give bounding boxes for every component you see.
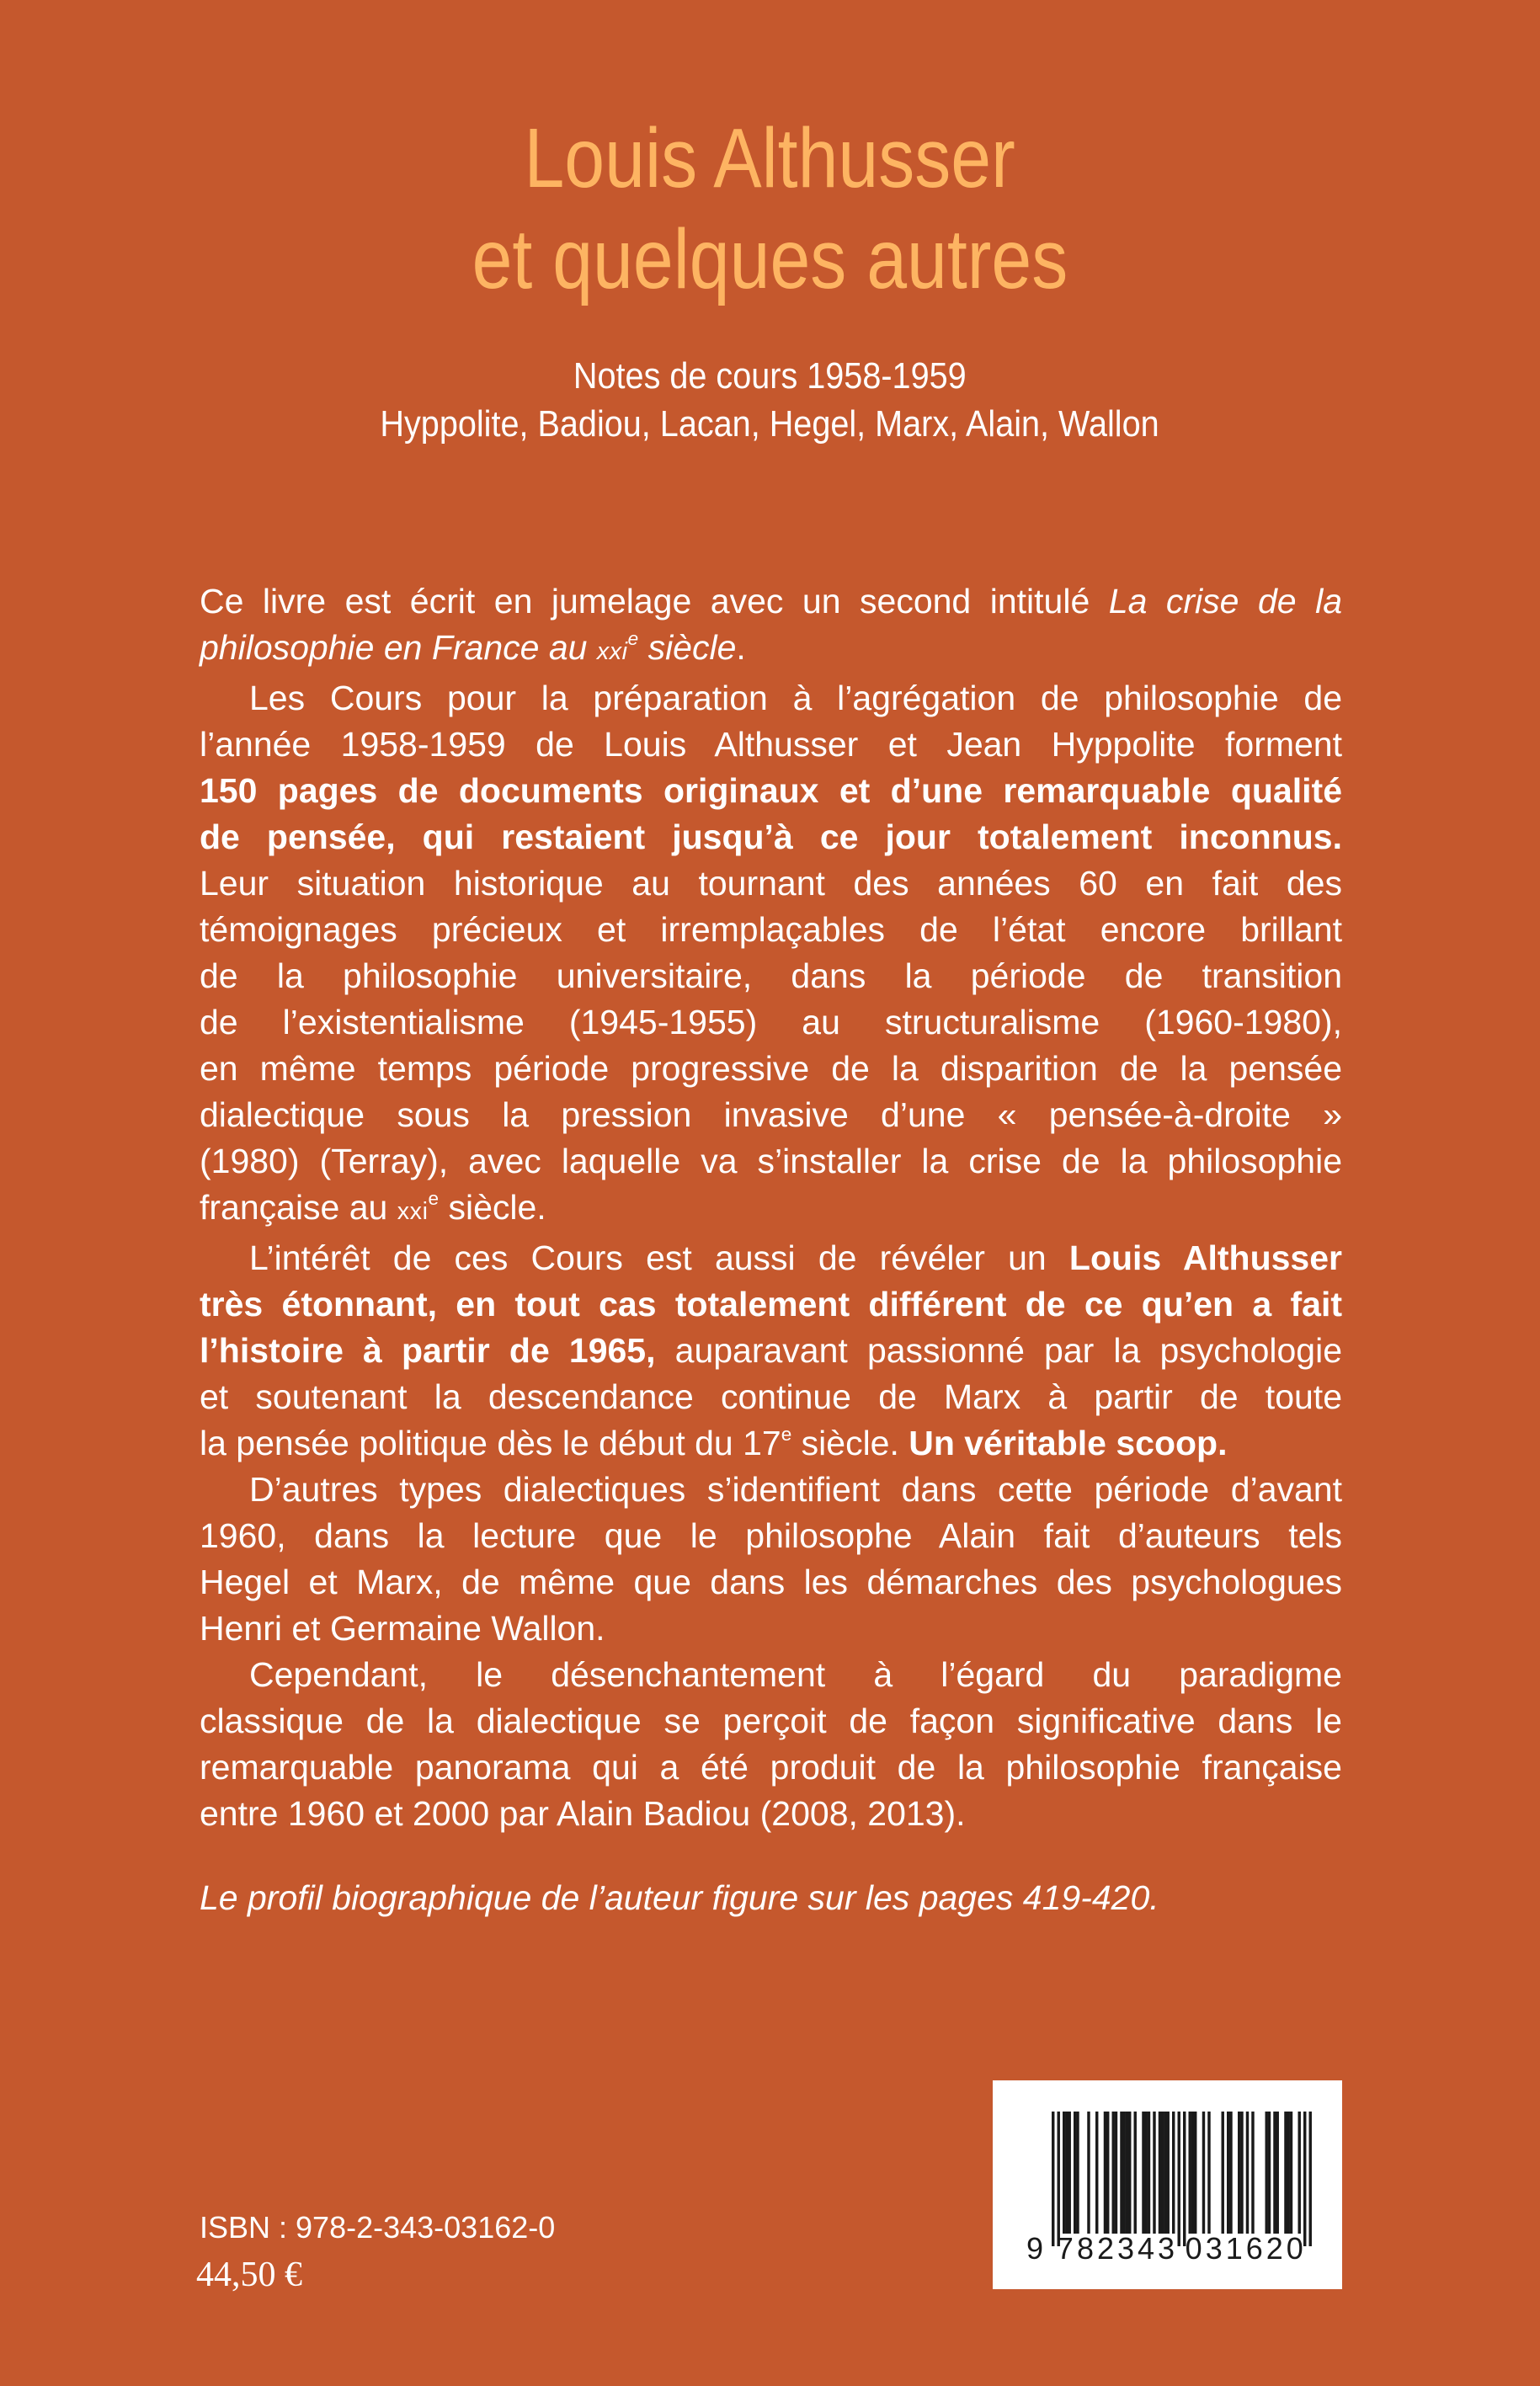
paragraph <box>200 675 1342 1235</box>
svg-text:782343: 782343 <box>1056 2231 1179 2266</box>
book-subtitle <box>0 352 1540 448</box>
title-line-2: et quelques autres <box>472 212 1068 306</box>
text-line: très étonnant, en tout cas totalement différent de ce qu’en a fait <box>200 1285 1342 1323</box>
subtitle-line-2: Hyppolite, Badiou, Lacan, Hegel, Marx, Alain, Wallon <box>380 403 1160 445</box>
text-line: Ce livre est écrit en jumelage avec un second intitulé La crise de la <box>200 582 1342 620</box>
bio-note: Le profil biographique de l’auteur figure sur les pages 419-420. <box>200 1878 1159 1917</box>
svg-text:9: 9 <box>1026 2231 1047 2266</box>
text-line: en même temps période progressive de la disparition de la pensée <box>200 1049 1342 1088</box>
text-line: la pensée politique dès le début du 17e siècle. Un véritable scoop. <box>200 1424 1228 1462</box>
text-line: 1960, dans la lecture que le philosophe Alain fait d’auteurs tels <box>200 1516 1342 1555</box>
text-line: dialectique sous la pression invasive d’une « pensée-à-droite » <box>200 1095 1342 1134</box>
paragraph <box>200 578 1342 675</box>
text-line: entre 1960 et 2000 par Alain Badiou (2008, 2013). <box>200 1794 966 1833</box>
text-line: Leur situation historique au tournant des années 60 en fait des <box>200 864 1342 903</box>
text-line: L’intérêt de ces Cours est aussi de révéler un Louis Althusser <box>249 1238 1342 1277</box>
text-line: remarquable panorama qui a été produit de la philosophie française <box>200 1748 1342 1787</box>
text-line: l’année 1958-1959 de Louis Althusser et Jean Hyppolite forment <box>200 725 1342 764</box>
paragraph <box>200 1467 1342 1652</box>
text-line: de l’existentialisme (1945-1955) au structuralisme (1960-1980), <box>200 1003 1342 1041</box>
paragraph <box>200 1652 1342 1837</box>
paragraph <box>200 1235 1342 1467</box>
text-line: Cependant, le désenchantement à l’égard du paradigme <box>249 1655 1342 1694</box>
text-line: de pensée, qui restaient jusqu’à ce jour totalement inconnus. <box>200 818 1342 856</box>
isbn-label: ISBN : 978-2-343-03162-0 <box>200 2210 556 2245</box>
text-line: et soutenant la descendance continue de Marx à partir de toute <box>200 1377 1342 1416</box>
blurb-text <box>200 578 1342 1837</box>
text-line: D’autres types dialectiques s’identifient dans cette période d’avant <box>249 1470 1342 1509</box>
book-title <box>0 108 1540 310</box>
text-line: Henri et Germaine Wallon. <box>200 1609 605 1648</box>
text-line: (1980) (Terray), avec laquelle va s’installer la crise de la philosophie <box>200 1142 1342 1180</box>
price-label: 44,50 € <box>196 2256 302 2294</box>
text-line: 150 pages de documents originaux et d’une remarquable qualité <box>200 771 1342 810</box>
text-line: témoignages précieux et irremplaçables de l’état encore brillant <box>200 910 1342 949</box>
subtitle-line-1: Notes de cours 1958-1959 <box>573 355 967 397</box>
svg-text:031620: 031620 <box>1185 2231 1307 2266</box>
text-line: classique de la dialectique se perçoit de façon significative dans le <box>200 1702 1342 1740</box>
text-line: philosophie en France au xxi$^e$ siècle. <box>200 628 746 667</box>
title-line-1: Louis Althusser <box>524 111 1016 205</box>
text-line: l’histoire à partir de 1965, auparavant passionné par la psychologie <box>200 1331 1342 1370</box>
text-line: française au xxi$^e$ siècle. <box>200 1188 546 1227</box>
ean13-barcode-icon <box>993 2080 1342 2289</box>
barcode-box <box>993 2080 1342 2289</box>
text-line: Les Cours pour la préparation à l’agrégation de philosophie de <box>249 679 1342 717</box>
text-line: de la philosophie universitaire, dans la période de transition <box>200 956 1342 995</box>
text-line: Hegel et Marx, de même que dans les démarches des psychologues <box>200 1563 1342 1601</box>
